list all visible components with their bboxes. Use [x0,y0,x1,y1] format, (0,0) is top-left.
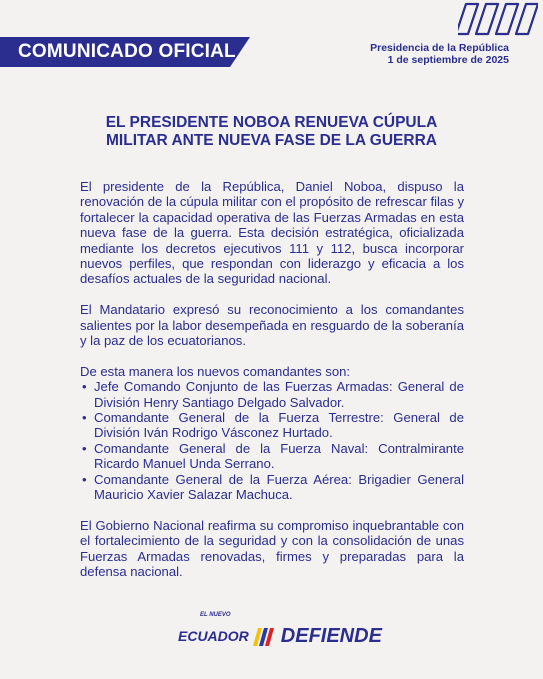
footer-logo-small-text: EL NUEVO [200,612,231,618]
banner-label: COMUNICADO OFICIAL [18,41,236,62]
footer-logo-word: ECUADOR [178,628,249,644]
list-item: • Comandante General de la Fuerza Aérea: Brigadier General Mauricio Xavier Salazar Machuca. [80,472,464,503]
body-text [80,179,464,595]
issuer-name: Presidencia de la República [370,42,509,54]
commanders-list [80,379,464,502]
paragraph: El Gobierno Nacional reafirma su compromiso inquebrantable con el fortalecimiento de la seguridad y con la consolidación de unas Fuerzas Armadas renovadas, firmes y preparadas para la defensa nacional. [80,517,464,580]
list-item: • Jefe Comando Conjunto de las Fuerzas Armadas: General de División Henry Santiago Delgado Salvador. [80,379,464,410]
flag-stripes-icon [253,628,277,646]
paragraph: El Mandatario expresó su reconocimiento a los comandantes salientes por la labor desempeñada en resguardo de la soberanía y la paz de los ecuatorianos. [80,302,464,349]
issue-date: 1 de septiembre de 2025 [387,54,509,66]
list-item: • Comandante General de la Fuerza Naval: Contralmirante Ricardo Manuel Unda Serrano. [80,441,464,472]
issuer-block [370,42,509,66]
presidency-logo-icon [458,0,538,38]
headline-line: MILITAR ANTE NUEVA FASE DE LA GUERRA [106,132,437,149]
paragraph: El presidente de la República, Daniel Noboa, dispuso la renovación de la cúpula militar con el propósito de refrescar filas y fortalecer la capacidad operativa de las Fuerzas Armadas en esta nueva fase de la guerra. Esta decisión estratégica, oficializada mediante los decretos ejecutivos 111 y 112, busca incorporar nuevos perfiles, que respondan con liderazgo y eficacia a los desafíos actuales de la seguridad nacional. [80,179,464,287]
footer-logo [178,614,382,650]
list-intro: De esta manera los nuevos comandantes son: [80,363,351,379]
footer-logo-word: DEFIENDE [280,625,382,647]
headline [60,114,483,150]
headline-line: EL PRESIDENTE NOBOA RENUEVA CÚPULA [105,114,438,131]
list-item: • Comandante General de la Fuerza Terrestre: General de División Iván Rodrigo Vásconez Hurtado. [80,410,464,441]
